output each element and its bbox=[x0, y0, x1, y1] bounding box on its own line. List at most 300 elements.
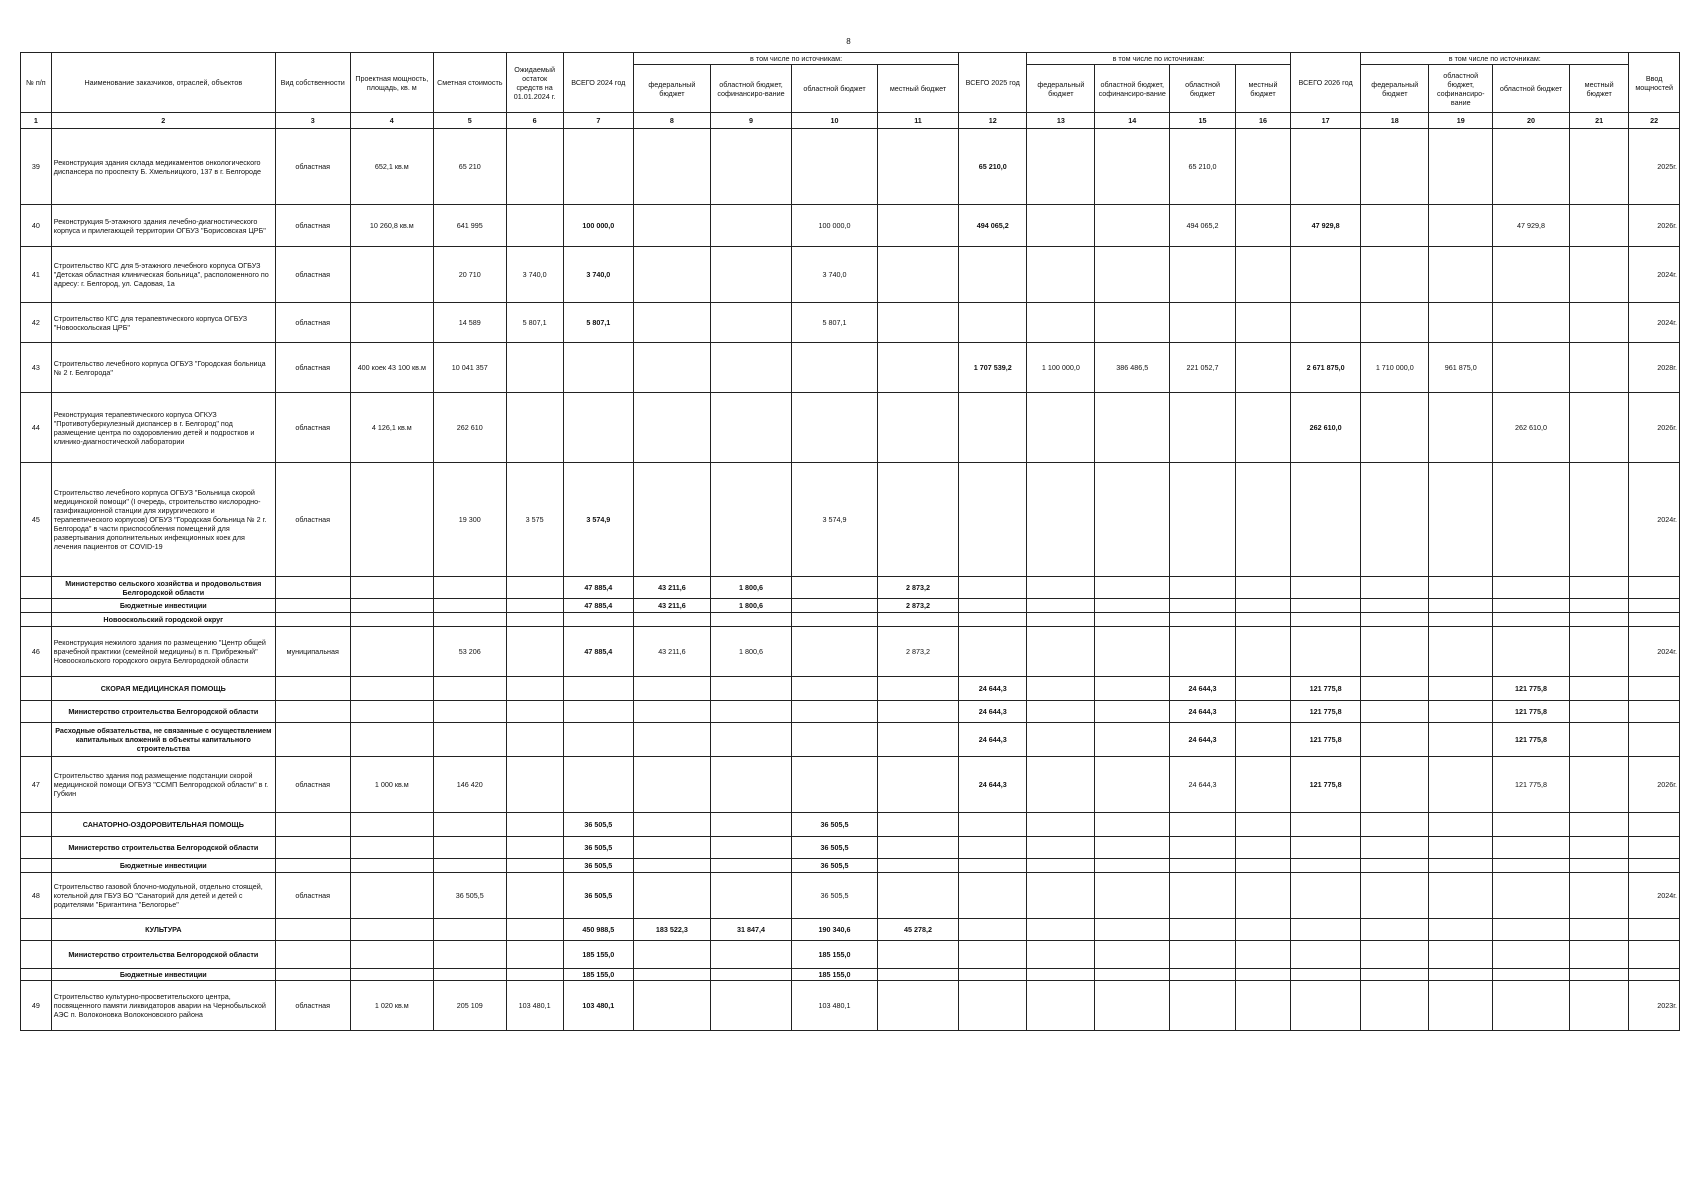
federal-2024: 43 211,6 bbox=[633, 599, 710, 613]
total-2024: 185 155,0 bbox=[563, 941, 633, 969]
regional-2026 bbox=[1493, 613, 1570, 627]
total-2026 bbox=[1290, 613, 1360, 627]
total-2024 bbox=[563, 343, 633, 393]
regional-2024: 103 480,1 bbox=[792, 981, 878, 1031]
federal-2026 bbox=[1361, 859, 1429, 873]
header-sources-2024: в том числе по источникам: bbox=[633, 53, 958, 65]
federal-2026 bbox=[1361, 837, 1429, 859]
local-2026 bbox=[1569, 969, 1628, 981]
ownership bbox=[275, 677, 350, 701]
row-number: 49 bbox=[21, 981, 52, 1031]
federal-2025 bbox=[1027, 941, 1095, 969]
capacity bbox=[350, 701, 433, 723]
cofin-2026 bbox=[1429, 941, 1493, 969]
commission-year: 2024г. bbox=[1629, 247, 1680, 303]
row-number: 42 bbox=[21, 303, 52, 343]
ownership bbox=[275, 701, 350, 723]
federal-2025 bbox=[1027, 393, 1095, 463]
capacity: 4 126,1 кв.м bbox=[350, 393, 433, 463]
regional-2026 bbox=[1493, 247, 1570, 303]
column-number: 5 bbox=[434, 113, 507, 129]
federal-2024 bbox=[633, 941, 710, 969]
local-2025 bbox=[1236, 613, 1291, 627]
object-name: Строительство КГС для 5-этажного лечебного корпуса ОГБУЗ "Детская областная клиническая больница", расположенного по адресу: г. Белгород, ул. Садовая, 1а bbox=[51, 247, 275, 303]
remaining-funds bbox=[506, 837, 563, 859]
commission-year: 2028г. bbox=[1629, 343, 1680, 393]
cofin-2025 bbox=[1095, 393, 1170, 463]
total-2026 bbox=[1290, 813, 1360, 837]
group-row bbox=[21, 613, 1680, 627]
cofin-2026 bbox=[1429, 577, 1493, 599]
object-name: Реконструкция здания склада медикаментов онкологического диспансера по проспекту Б. Хмельницкого, 137 в г. Белгороде bbox=[51, 129, 275, 205]
local-2026 bbox=[1569, 627, 1628, 677]
local-2026 bbox=[1569, 205, 1628, 247]
total-2026 bbox=[1290, 129, 1360, 205]
header-federal-2024: федеральный бюджет bbox=[633, 65, 710, 113]
regional-2026 bbox=[1493, 129, 1570, 205]
group-row bbox=[21, 577, 1680, 599]
remaining-funds bbox=[506, 941, 563, 969]
local-2025 bbox=[1236, 463, 1291, 577]
ownership bbox=[275, 599, 350, 613]
estimate-cost bbox=[434, 919, 507, 941]
ownership bbox=[275, 577, 350, 599]
regional-2024: 36 505,5 bbox=[792, 813, 878, 837]
total-2025 bbox=[959, 599, 1027, 613]
cofin-2026 bbox=[1429, 813, 1493, 837]
table-row bbox=[21, 981, 1680, 1031]
object-name: Министерство строительства Белгородской области bbox=[51, 941, 275, 969]
regional-2026 bbox=[1493, 303, 1570, 343]
local-2026 bbox=[1569, 981, 1628, 1031]
commission-year bbox=[1629, 941, 1680, 969]
row-number bbox=[21, 969, 52, 981]
ownership: областная bbox=[275, 393, 350, 463]
local-2024 bbox=[877, 813, 958, 837]
cofin-2024 bbox=[710, 677, 791, 701]
commission-year bbox=[1629, 919, 1680, 941]
remaining-funds bbox=[506, 393, 563, 463]
table-row bbox=[21, 463, 1680, 577]
local-2026 bbox=[1569, 303, 1628, 343]
estimate-cost bbox=[434, 941, 507, 969]
row-number bbox=[21, 677, 52, 701]
commission-year: 2026г. bbox=[1629, 393, 1680, 463]
total-2025 bbox=[959, 577, 1027, 599]
cofin-2025 bbox=[1095, 627, 1170, 677]
cofin-2026 bbox=[1429, 859, 1493, 873]
header-no: № п/п bbox=[21, 53, 52, 113]
regional-2024 bbox=[792, 723, 878, 757]
capacity bbox=[350, 627, 433, 677]
estimate-cost: 19 300 bbox=[434, 463, 507, 577]
row-number bbox=[21, 813, 52, 837]
commission-year bbox=[1629, 723, 1680, 757]
federal-2026 bbox=[1361, 757, 1429, 813]
federal-2025 bbox=[1027, 205, 1095, 247]
object-name: Бюджетные инвестиции bbox=[51, 599, 275, 613]
total-2024: 36 505,5 bbox=[563, 859, 633, 873]
object-name: КУЛЬТУРА bbox=[51, 919, 275, 941]
cofin-2025 bbox=[1095, 701, 1170, 723]
estimate-cost bbox=[434, 677, 507, 701]
local-2024 bbox=[877, 859, 958, 873]
local-2026 bbox=[1569, 247, 1628, 303]
regional-2025 bbox=[1170, 981, 1236, 1031]
federal-2024 bbox=[633, 393, 710, 463]
capacity bbox=[350, 303, 433, 343]
header-local-2025: местный бюджет bbox=[1236, 65, 1291, 113]
federal-2026 bbox=[1361, 577, 1429, 599]
commission-year bbox=[1629, 577, 1680, 599]
federal-2026 bbox=[1361, 627, 1429, 677]
local-2025 bbox=[1236, 677, 1291, 701]
capacity bbox=[350, 837, 433, 859]
total-2026 bbox=[1290, 969, 1360, 981]
row-number: 44 bbox=[21, 393, 52, 463]
header-estimate: Сметная стоимость bbox=[434, 53, 507, 113]
total-2024: 5 807,1 bbox=[563, 303, 633, 343]
capacity bbox=[350, 599, 433, 613]
remaining-funds bbox=[506, 343, 563, 393]
local-2024 bbox=[877, 677, 958, 701]
federal-2026 bbox=[1361, 677, 1429, 701]
local-2024 bbox=[877, 613, 958, 627]
ownership: областная bbox=[275, 205, 350, 247]
group-row bbox=[21, 837, 1680, 859]
local-2024 bbox=[877, 701, 958, 723]
regional-2024: 36 505,5 bbox=[792, 859, 878, 873]
row-number: 47 bbox=[21, 757, 52, 813]
group-row bbox=[21, 969, 1680, 981]
column-number: 16 bbox=[1236, 113, 1291, 129]
cofin-2026 bbox=[1429, 677, 1493, 701]
header-sources-2025: в том числе по источникам: bbox=[1027, 53, 1291, 65]
estimate-cost: 641 995 bbox=[434, 205, 507, 247]
federal-2026 bbox=[1361, 463, 1429, 577]
cofin-2026 bbox=[1429, 393, 1493, 463]
federal-2026 bbox=[1361, 981, 1429, 1031]
cofin-2024 bbox=[710, 129, 791, 205]
ownership: областная bbox=[275, 247, 350, 303]
object-name: Реконструкция нежилого здания по размещению "Центр общей врачебной практики (семейной медицины) в п. Прибрежный" Новооскольского городского округа Белгородской области bbox=[51, 627, 275, 677]
regional-2026: 47 929,8 bbox=[1493, 205, 1570, 247]
total-2024: 36 505,5 bbox=[563, 837, 633, 859]
total-2025: 24 644,3 bbox=[959, 723, 1027, 757]
local-2026 bbox=[1569, 859, 1628, 873]
total-2025 bbox=[959, 859, 1027, 873]
total-2025 bbox=[959, 613, 1027, 627]
remaining-funds: 3 740,0 bbox=[506, 247, 563, 303]
row-number bbox=[21, 701, 52, 723]
header-capacity: Проектная мощность, площадь, кв. м bbox=[350, 53, 433, 113]
local-2025 bbox=[1236, 969, 1291, 981]
local-2024: 2 873,2 bbox=[877, 577, 958, 599]
cofin-2024 bbox=[710, 303, 791, 343]
cofin-2026 bbox=[1429, 303, 1493, 343]
regional-2024: 36 505,5 bbox=[792, 873, 878, 919]
commission-year bbox=[1629, 613, 1680, 627]
total-2024 bbox=[563, 613, 633, 627]
federal-2024 bbox=[633, 343, 710, 393]
regional-2024 bbox=[792, 613, 878, 627]
commission-year bbox=[1629, 677, 1680, 701]
cofin-2025 bbox=[1095, 463, 1170, 577]
column-number: 1 bbox=[21, 113, 52, 129]
remaining-funds bbox=[506, 627, 563, 677]
federal-2026 bbox=[1361, 723, 1429, 757]
estimate-cost: 146 420 bbox=[434, 757, 507, 813]
total-2024: 47 885,4 bbox=[563, 627, 633, 677]
local-2025 bbox=[1236, 627, 1291, 677]
cofin-2024 bbox=[710, 393, 791, 463]
federal-2025 bbox=[1027, 599, 1095, 613]
local-2024 bbox=[877, 205, 958, 247]
cofin-2025 bbox=[1095, 981, 1170, 1031]
commission-year: 2024г. bbox=[1629, 303, 1680, 343]
table-row bbox=[21, 303, 1680, 343]
federal-2025 bbox=[1027, 813, 1095, 837]
column-number: 7 bbox=[563, 113, 633, 129]
federal-2024 bbox=[633, 677, 710, 701]
cofin-2024: 31 847,4 bbox=[710, 919, 791, 941]
ownership: областная bbox=[275, 303, 350, 343]
total-2024: 47 885,4 bbox=[563, 577, 633, 599]
capacity bbox=[350, 577, 433, 599]
local-2025 bbox=[1236, 577, 1291, 599]
column-number: 17 bbox=[1290, 113, 1360, 129]
header-local-2024: местный бюджет bbox=[877, 65, 958, 113]
local-2025 bbox=[1236, 813, 1291, 837]
local-2024 bbox=[877, 757, 958, 813]
group-row bbox=[21, 677, 1680, 701]
local-2025 bbox=[1236, 757, 1291, 813]
local-2025 bbox=[1236, 981, 1291, 1031]
federal-2026 bbox=[1361, 205, 1429, 247]
row-number bbox=[21, 577, 52, 599]
total-2026: 121 775,8 bbox=[1290, 723, 1360, 757]
header-regional-2025: областной бюджет bbox=[1170, 65, 1236, 113]
regional-2026: 121 775,8 bbox=[1493, 723, 1570, 757]
total-2026 bbox=[1290, 919, 1360, 941]
commission-year: 2024г. bbox=[1629, 463, 1680, 577]
column-number: 11 bbox=[877, 113, 958, 129]
cofin-2026 bbox=[1429, 613, 1493, 627]
federal-2024 bbox=[633, 205, 710, 247]
regional-2024: 5 807,1 bbox=[792, 303, 878, 343]
local-2026 bbox=[1569, 813, 1628, 837]
ownership bbox=[275, 969, 350, 981]
local-2024 bbox=[877, 463, 958, 577]
local-2025 bbox=[1236, 205, 1291, 247]
regional-2025: 24 644,3 bbox=[1170, 677, 1236, 701]
header-commission: Ввод мощностей bbox=[1629, 53, 1680, 113]
cofin-2025 bbox=[1095, 613, 1170, 627]
local-2024 bbox=[877, 393, 958, 463]
regional-2026: 121 775,8 bbox=[1493, 677, 1570, 701]
total-2024 bbox=[563, 677, 633, 701]
federal-2024 bbox=[633, 303, 710, 343]
ownership: областная bbox=[275, 343, 350, 393]
regional-2024 bbox=[792, 393, 878, 463]
header-ownership: Вид собственности bbox=[275, 53, 350, 113]
federal-2024 bbox=[633, 723, 710, 757]
header-regional-2024: областной бюджет bbox=[792, 65, 878, 113]
header-total-2024: ВСЕГО 2024 год bbox=[563, 53, 633, 113]
federal-2024 bbox=[633, 701, 710, 723]
capacity bbox=[350, 723, 433, 757]
remaining-funds bbox=[506, 723, 563, 757]
regional-2024 bbox=[792, 129, 878, 205]
estimate-cost: 36 505,5 bbox=[434, 873, 507, 919]
total-2026: 262 610,0 bbox=[1290, 393, 1360, 463]
commission-year: 2025г. bbox=[1629, 129, 1680, 205]
local-2024 bbox=[877, 969, 958, 981]
commission-year: 2024г. bbox=[1629, 627, 1680, 677]
remaining-funds bbox=[506, 969, 563, 981]
federal-2026 bbox=[1361, 701, 1429, 723]
ownership: областная bbox=[275, 873, 350, 919]
object-name: Бюджетные инвестиции bbox=[51, 969, 275, 981]
cofin-2024: 1 800,6 bbox=[710, 627, 791, 677]
regional-2026 bbox=[1493, 813, 1570, 837]
commission-year: 2026г. bbox=[1629, 205, 1680, 247]
remaining-funds: 5 807,1 bbox=[506, 303, 563, 343]
federal-2026: 1 710 000,0 bbox=[1361, 343, 1429, 393]
total-2025 bbox=[959, 303, 1027, 343]
local-2024 bbox=[877, 941, 958, 969]
total-2025 bbox=[959, 837, 1027, 859]
federal-2024 bbox=[633, 837, 710, 859]
regional-2025 bbox=[1170, 873, 1236, 919]
object-name: Строительство культурно-просветительского центра, посвященного памяти ликвидаторов аварии на Чернобыльской АЭС п. Волоконовка Волоконовского района bbox=[51, 981, 275, 1031]
cofin-2024 bbox=[710, 723, 791, 757]
regional-2026 bbox=[1493, 981, 1570, 1031]
local-2025 bbox=[1236, 919, 1291, 941]
column-number: 2 bbox=[51, 113, 275, 129]
local-2024: 2 873,2 bbox=[877, 599, 958, 613]
local-2026 bbox=[1569, 393, 1628, 463]
remaining-funds bbox=[506, 919, 563, 941]
regional-2026: 121 775,8 bbox=[1493, 757, 1570, 813]
commission-year: 2024г. bbox=[1629, 873, 1680, 919]
total-2026 bbox=[1290, 303, 1360, 343]
regional-2025 bbox=[1170, 303, 1236, 343]
total-2026: 121 775,8 bbox=[1290, 757, 1360, 813]
column-number: 21 bbox=[1569, 113, 1628, 129]
column-number: 8 bbox=[633, 113, 710, 129]
cofin-2026 bbox=[1429, 463, 1493, 577]
header-sources-2026: в том числе по источникам: bbox=[1361, 53, 1629, 65]
ownership bbox=[275, 837, 350, 859]
row-number bbox=[21, 919, 52, 941]
total-2024 bbox=[563, 393, 633, 463]
cofin-2025 bbox=[1095, 941, 1170, 969]
column-number: 13 bbox=[1027, 113, 1095, 129]
total-2025 bbox=[959, 813, 1027, 837]
object-name: Министерство строительства Белгородской области bbox=[51, 837, 275, 859]
capacity: 10 260,8 кв.м bbox=[350, 205, 433, 247]
object-name: СКОРАЯ МЕДИЦИНСКАЯ ПОМОЩЬ bbox=[51, 677, 275, 701]
column-number: 3 bbox=[275, 113, 350, 129]
federal-2025 bbox=[1027, 677, 1095, 701]
local-2024 bbox=[877, 129, 958, 205]
federal-2025 bbox=[1027, 129, 1095, 205]
remaining-funds bbox=[506, 205, 563, 247]
cofin-2025 bbox=[1095, 599, 1170, 613]
header-remain: Ожидаемый остаток средств на 01.01.2024 г. bbox=[506, 53, 563, 113]
cofin-2026 bbox=[1429, 205, 1493, 247]
total-2026: 121 775,8 bbox=[1290, 677, 1360, 701]
local-2026 bbox=[1569, 613, 1628, 627]
local-2026 bbox=[1569, 919, 1628, 941]
regional-2024: 3 574,9 bbox=[792, 463, 878, 577]
header-total-2026: ВСЕГО 2026 год bbox=[1290, 53, 1360, 113]
regional-2024: 100 000,0 bbox=[792, 205, 878, 247]
total-2026 bbox=[1290, 981, 1360, 1031]
total-2025 bbox=[959, 873, 1027, 919]
local-2024 bbox=[877, 303, 958, 343]
remaining-funds bbox=[506, 599, 563, 613]
cofin-2025 bbox=[1095, 677, 1170, 701]
regional-2025: 24 644,3 bbox=[1170, 723, 1236, 757]
column-number: 18 bbox=[1361, 113, 1429, 129]
cofin-2026: 961 875,0 bbox=[1429, 343, 1493, 393]
federal-2025 bbox=[1027, 577, 1095, 599]
group-row bbox=[21, 941, 1680, 969]
cofin-2024 bbox=[710, 969, 791, 981]
ownership bbox=[275, 919, 350, 941]
regional-2025 bbox=[1170, 813, 1236, 837]
commission-year bbox=[1629, 813, 1680, 837]
estimate-cost bbox=[434, 577, 507, 599]
total-2024: 185 155,0 bbox=[563, 969, 633, 981]
column-number: 4 bbox=[350, 113, 433, 129]
total-2024 bbox=[563, 701, 633, 723]
local-2025 bbox=[1236, 723, 1291, 757]
local-2024 bbox=[877, 343, 958, 393]
header-cofin-2024: областной бюджет, софинансиро-вание bbox=[710, 65, 791, 113]
capacity bbox=[350, 873, 433, 919]
regional-2025 bbox=[1170, 837, 1236, 859]
local-2025 bbox=[1236, 837, 1291, 859]
federal-2026 bbox=[1361, 393, 1429, 463]
ownership: областная bbox=[275, 757, 350, 813]
federal-2026 bbox=[1361, 873, 1429, 919]
capacity bbox=[350, 813, 433, 837]
total-2024: 3 574,9 bbox=[563, 463, 633, 577]
local-2026 bbox=[1569, 129, 1628, 205]
regional-2025 bbox=[1170, 613, 1236, 627]
total-2026 bbox=[1290, 599, 1360, 613]
object-name: Новооскольский городской округ bbox=[51, 613, 275, 627]
remaining-funds bbox=[506, 859, 563, 873]
regional-2024 bbox=[792, 701, 878, 723]
federal-2024 bbox=[633, 129, 710, 205]
object-name: Строительство лечебного корпуса ОГБУЗ "Городская больница № 2 г. Белгорода" bbox=[51, 343, 275, 393]
capacity bbox=[350, 677, 433, 701]
total-2026 bbox=[1290, 859, 1360, 873]
header-federal-2025: федеральный бюджет bbox=[1027, 65, 1095, 113]
object-name: Расходные обязательства, не связанные с осуществлением капитальных вложений в объекты капитального строительства bbox=[51, 723, 275, 757]
table-row bbox=[21, 247, 1680, 303]
row-number bbox=[21, 859, 52, 873]
regional-2025 bbox=[1170, 941, 1236, 969]
column-number: 19 bbox=[1429, 113, 1493, 129]
regional-2025: 65 210,0 bbox=[1170, 129, 1236, 205]
federal-2025 bbox=[1027, 981, 1095, 1031]
total-2024: 36 505,5 bbox=[563, 813, 633, 837]
